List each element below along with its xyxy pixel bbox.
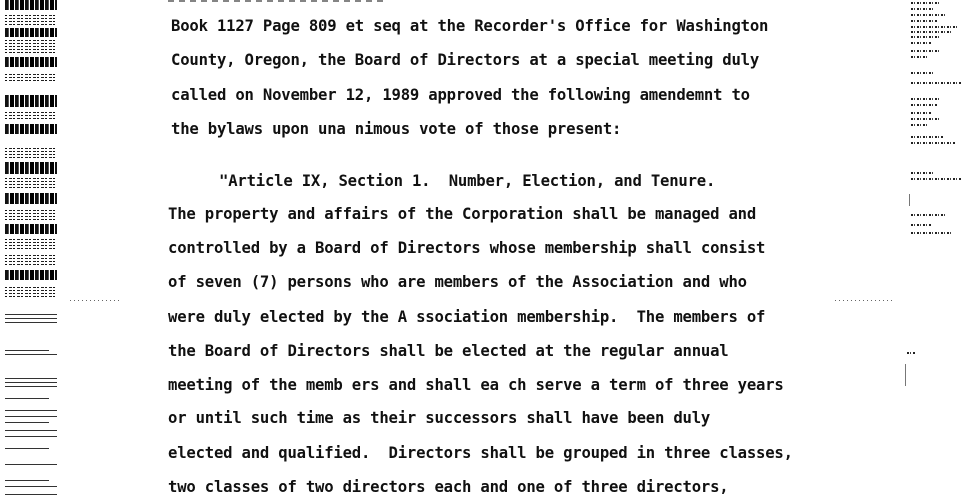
body-line-10: the Board of Directors shall be elected at the regular annual — [168, 342, 729, 360]
body-line-1: Book 1127 Page 809 et seq at the Recorder's Office for Washington — [171, 17, 769, 35]
cropped-top-line — [168, 0, 388, 2]
article-heading: "Article IX, Section 1. Number, Election, and Tenure. — [219, 172, 716, 190]
body-line-8: of seven (7) persons who are members of the Association and who — [168, 273, 747, 291]
body-line-13: elected and qualified. Directors shall be grouped in three classes, — [168, 444, 793, 462]
body-line-14: two classes of two directors each and one of three directors, — [168, 478, 729, 496]
right-margin-scan-artifacts — [905, 0, 967, 503]
body-line-6: The property and affairs of the Corporation shall be managed and — [168, 205, 757, 223]
body-line-11: meeting of the memb ers and shall ea ch serve a term of three years — [168, 376, 784, 394]
body-line-12: or until such time as their successors shall have been duly — [168, 409, 711, 427]
body-line-3: called on November 12, 1989 approved the following amendemnt to — [171, 86, 750, 104]
left-margin-scan-artifacts — [0, 0, 62, 503]
body-line-7: controlled by a Board of Directors whose membership shall consist — [168, 239, 766, 257]
body-line-2: County, Oregon, the Board of Directors at a special meeting duly — [171, 51, 760, 69]
body-line-9: were duly elected by the A ssociation membership. The members of — [168, 308, 766, 326]
body-line-4: the bylaws upon una nimous vote of those present: — [171, 120, 622, 138]
